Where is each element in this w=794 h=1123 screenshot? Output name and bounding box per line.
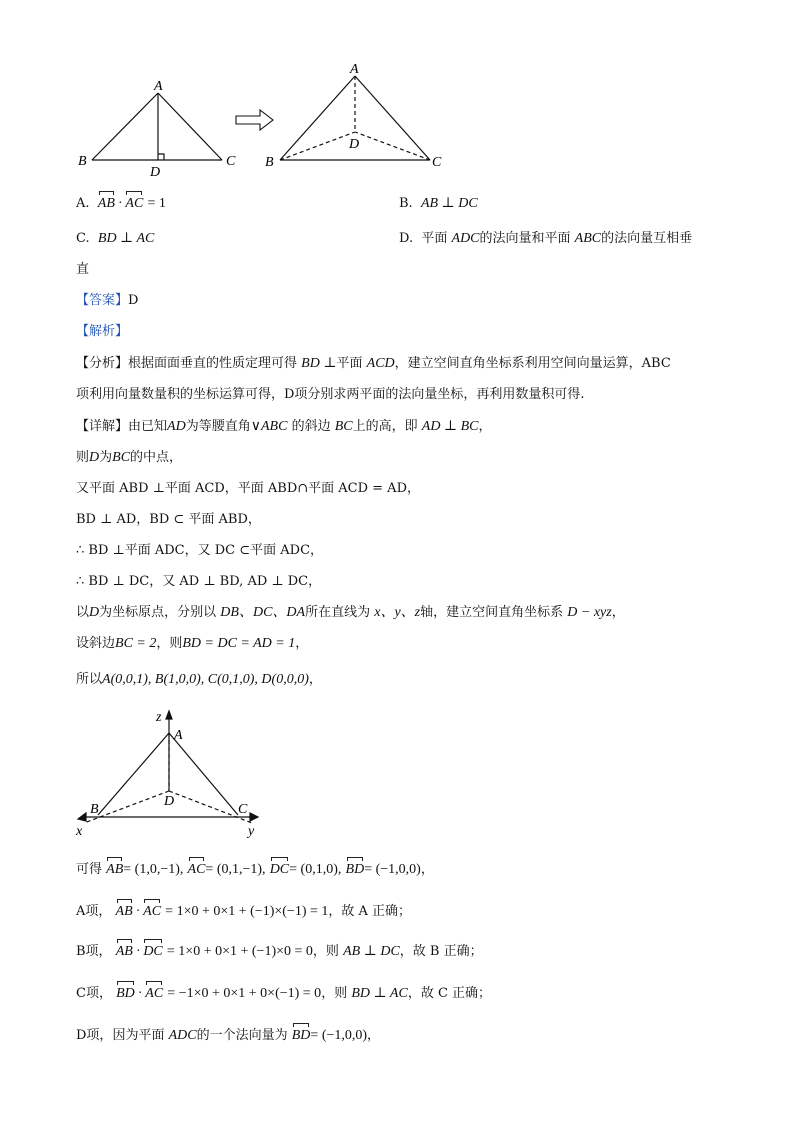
detail-l8-t2: ，则 (156, 636, 183, 651)
item-c-tail: ，故 C 正确； (407, 986, 492, 1001)
item-a-expr: = 1×0 + 0×1 + (−1)×(−1) = 1 (165, 904, 329, 919)
vector-ab: AB (98, 194, 115, 214)
vec-bd: BD (346, 860, 365, 880)
item-a-v1: AB (116, 902, 133, 922)
option-d (399, 229, 692, 249)
option-d-text1: 平面 (421, 231, 448, 246)
fenxi-l2: 项利用向量数量积的坐标运算可得，D项分别求两平面的法向量坐标，再利用数量积可得. (76, 387, 585, 402)
option-c (76, 229, 154, 249)
axis-z-arrow (166, 711, 172, 719)
answer-line (76, 291, 138, 311)
detail-l1-t2: 为等腰直角 (185, 419, 251, 434)
fenxi-m2: ACD (366, 356, 395, 371)
detail-l8-t1: 设斜边 (76, 636, 116, 651)
fenxi-label: 【分析】 (76, 356, 129, 371)
label-B-fig2: B (90, 802, 99, 817)
item-a-label: A项， (76, 904, 112, 919)
fenxi-t1: 根据面面垂直的性质定理可得 (128, 356, 298, 371)
label-C-flat: C (226, 154, 236, 169)
item-d-line (76, 1026, 380, 1046)
item-b-v1: AB (116, 942, 133, 962)
detail-line3 (76, 479, 420, 499)
item-c-t1: ，则 (321, 986, 348, 1001)
detail-l2-t3: 的中点， (130, 450, 183, 465)
detail-l1-t3: 的斜边 (291, 419, 331, 434)
detail-l7-t3: 所在直线为 (305, 605, 371, 620)
option-a-letter: A. (76, 196, 90, 211)
item-c-label: C项， (76, 986, 112, 1001)
detail-line6 (76, 572, 321, 592)
option-d-m1: ADC (451, 231, 480, 246)
item-b-v2: DC (143, 942, 162, 962)
option-d-cont (76, 260, 89, 280)
item-c-m1: BD ⊥ AC (351, 986, 408, 1001)
vec-ac-val: = (0,1,−1), (205, 862, 266, 877)
detail-l1-t5: ， (478, 419, 492, 434)
label-B-flat: B (78, 154, 87, 169)
figure-fold-triangle (70, 60, 450, 180)
item-d-t2: 的一个法向量为 (196, 1028, 288, 1043)
detail-line4 (76, 510, 261, 530)
detail-l7-t1: 以 (76, 605, 90, 620)
detail-l2-m2: BC (112, 450, 131, 465)
detail-l1-t4: 上的高，即 (352, 419, 418, 434)
item-c-v1: BD (116, 984, 135, 1004)
detail-l7-t4: 轴，建立空间直角坐标系 (420, 605, 564, 620)
edge-AB (92, 93, 158, 160)
right-angle-mark (158, 154, 164, 160)
detail-l7-t2: 为坐标原点，分别以 (99, 605, 217, 620)
option-b-letter: B. (399, 196, 413, 211)
option-a: A. AB · AC = 1 (76, 194, 166, 214)
option-b-expr: AB ⊥ DC (420, 196, 478, 211)
vec-ac: AC (188, 860, 206, 880)
vectors-t1: 可得 (76, 862, 103, 877)
edge3d-CD (355, 132, 430, 160)
item-c-line: C项， BD · AC = −1×0 + 0×1 + 0×(−1) = 0，则 BD ⊥ AC，故 C 正确； (76, 984, 491, 1004)
item-a-tail: ，故 A 正确； (328, 904, 412, 919)
item-c-expr: = −1×0 + 0×1 + 0×(−1) = 0 (167, 986, 322, 1001)
detail-l7-m4: D − xyz (567, 605, 612, 620)
label-C-3d: C (432, 155, 442, 170)
axis-y-arrow (250, 813, 258, 821)
detail-l9-t1: 所以 (76, 672, 103, 687)
label-y: y (248, 824, 255, 839)
item-d-tail: ， (367, 1028, 381, 1043)
detail-l7-m2: DB、DC、DA (220, 605, 306, 620)
option-d-m2: ABC (574, 231, 602, 246)
detail-line8 (76, 634, 308, 654)
edge-AC (158, 93, 222, 160)
label-B-3d: B (265, 155, 274, 170)
detail-l7-t5: ， (611, 605, 625, 620)
label-D-flat: D (150, 165, 161, 180)
fenxi-m1: BD ⊥ (301, 356, 337, 371)
item-d-t1: 因为平面 (112, 1028, 165, 1043)
answer-value: D (128, 293, 139, 308)
detail-l1-t1: 由已知 (128, 419, 168, 434)
fenxi-line1 (76, 354, 671, 374)
answer-label: 【答案】 (76, 293, 129, 308)
option-d-letter: D. (399, 231, 414, 246)
item-b-label: B项， (76, 944, 112, 959)
item-b-tail: ，故 B 正确； (399, 944, 483, 959)
option-d-text2: 的法向量和平面 (479, 231, 571, 246)
item-b-m1: AB ⊥ DC (343, 944, 400, 959)
detail-l9-t2: ， (308, 672, 322, 687)
option-a-expr: = 1 (147, 196, 166, 211)
analysis-label: 【解析】 (76, 324, 129, 339)
vec-ab: AB (106, 860, 123, 880)
edge2-AB (98, 733, 169, 815)
detail-l9-m1: A(0,0,1), B(1,0,0), C(0,1,0), D(0,0,0) (102, 672, 309, 687)
fenxi-t2: 平面 (336, 356, 363, 371)
flat-triangle (92, 93, 222, 160)
item-a-v2: AC (143, 902, 161, 922)
edge3d-AC (355, 76, 430, 160)
detail-line7 (76, 603, 625, 623)
detail-line5 (76, 541, 323, 561)
fenxi-line2 (76, 385, 585, 405)
detail-line9 (76, 670, 322, 690)
detail-label: 【详解】 (76, 419, 129, 434)
label-A-flat: A (154, 79, 163, 94)
detail-l1-m2: ∨ABC (250, 419, 288, 434)
edge3d-BD (280, 132, 355, 160)
vectors-line (76, 860, 434, 880)
item-d-m1: ADC (168, 1028, 197, 1043)
detail-l7-m1: D (89, 605, 100, 620)
label-C-fig2: C (238, 802, 248, 817)
option-d-text4: 直 (76, 262, 90, 277)
item-d-v1: BD (292, 1026, 311, 1046)
label-A-fig2: A (174, 728, 183, 743)
detail-l7-m3: x、y、z (374, 605, 421, 620)
detail-l1-m1: AD (167, 419, 186, 434)
detail-line1 (76, 417, 492, 437)
detail-l8-t3: ， (295, 636, 309, 651)
axis-x-arrow (78, 813, 86, 821)
item-b-t1: ，则 (312, 944, 339, 959)
option-c-expr: BD ⊥ AC (97, 231, 155, 246)
label-D-fig2: D (164, 794, 175, 809)
vector-ac: AC (125, 194, 143, 214)
option-d-text3: 的法向量互相垂 (601, 231, 693, 246)
label-D-3d: D (349, 137, 360, 152)
fenxi-t3: ，建立空间直角坐标系利用空间向量运算，ABC (394, 356, 671, 371)
item-b-expr: = 1×0 + 0×1 + (−1)×0 = 0 (166, 944, 313, 959)
detail-l1-m3: BC (334, 419, 353, 434)
detail-l2-m1: D (89, 450, 100, 465)
option-c-letter: C. (76, 231, 90, 246)
detail-l5: ∴ BD ⊥平面 ADC，又 DC ⊂平面 ADC， (76, 543, 324, 558)
label-z: z (156, 710, 162, 725)
detail-line2 (76, 448, 182, 468)
item-c-v2: AC (145, 984, 163, 1004)
detail-l8-m2: BD = DC = AD = 1 (182, 636, 296, 651)
vec-ab-val: = (1,0,−1), (123, 862, 184, 877)
item-a-line: A项， AB · AC = 1×0 + 0×1 + (−1)×(−1) = 1，故 A 正确； (76, 902, 411, 922)
figure-coordinate-tetrahedron (70, 705, 280, 840)
option-b (399, 194, 478, 214)
analysis-heading (76, 322, 128, 342)
label-x: x (76, 824, 83, 839)
detail-l3: 又平面 ABD ⊥平面 ACD，平面 ABD∩平面 ACD = AD， (76, 481, 420, 496)
vec-bd-val: = (−1,0,0) (364, 862, 421, 877)
vec-dc: DC (270, 860, 289, 880)
label-A-3d: A (350, 62, 359, 77)
detail-l4: BD ⊥ AD，BD ⊂ 平面 ABD， (76, 512, 261, 527)
vec-dc-val: = (0,1,0), (289, 862, 342, 877)
item-b-line: B项， AB · DC = 1×0 + 0×1 + (−1)×0 = 0，则 AB ⊥ DC，故 B 正确； (76, 942, 483, 962)
detail-l2-t1: 则 (76, 450, 90, 465)
detail-l6: ∴ BD ⊥ DC，又 AD ⊥ BD, AD ⊥ DC， (76, 574, 322, 589)
item-d-expr: = (−1,0,0) (310, 1028, 368, 1043)
edge3d-AB (280, 76, 355, 160)
detail-l1-m4: AD ⊥ BC (421, 419, 479, 434)
detail-l2-t2: 为 (99, 450, 113, 465)
detail-l8-m1: BC = 2 (115, 636, 157, 651)
arrow-icon (236, 110, 273, 130)
edge2-AC (169, 733, 238, 815)
vectors-t2: ， (420, 862, 434, 877)
item-d-label: D项， (76, 1028, 113, 1043)
